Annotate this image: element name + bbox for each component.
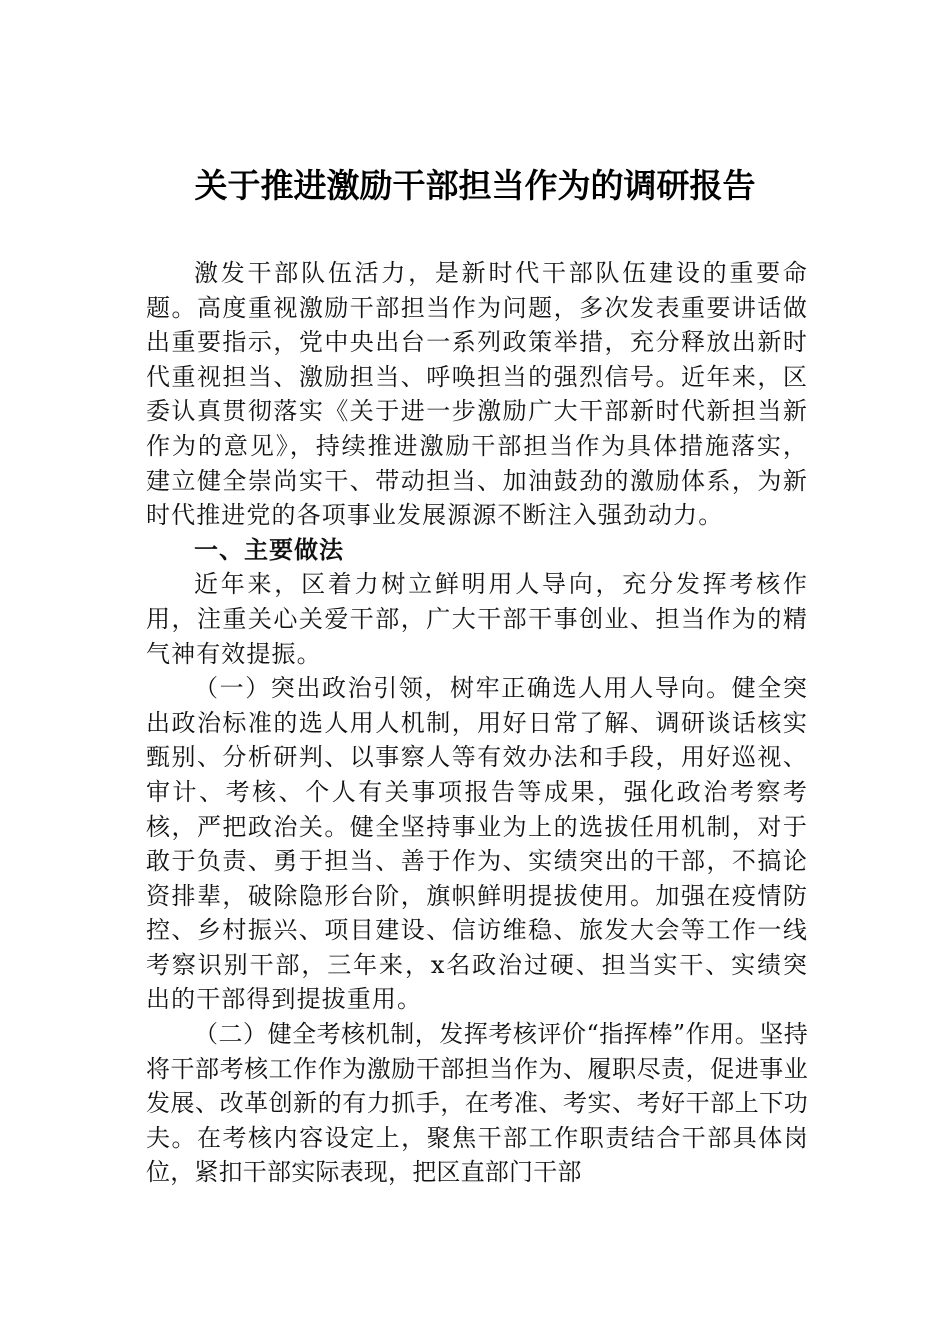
document-body	[146, 256, 808, 1190]
subsection-1-paragraph: （一）突出政治引领，树牢正确选人用人导向。健全突出政治标准的选人用人机制，用好日常了解、调研谈话核实甄别、分析研判、以事察人等有效办法和手段，用好巡视、审计、考核、个人有关事项报告等成果，强化政治考察考核，严把政治关。健全坚持事业为上的选拔任用机制，对于敢于负责、勇于担当、善于作为、实绩突出的干部，不搞论资排辈，破除隐形台阶，旗帜鲜明提拔使用。加强在疫情防控、乡村振兴、项目建设、信访维稳、旅发大会等工作一线考察识别干部，三年来，x名政治过硬、担当实干、实绩突出的干部得到提拔重用。	[146, 674, 808, 1014]
section-intro-paragraph: 近年来，区着力树立鲜明用人导向，充分发挥考核作用，注重关心关爱干部，广大干部干事创业、担当作为的精气神有效提振。	[146, 570, 808, 668]
section-heading-main-practices: 一、主要做法	[194, 535, 344, 564]
intro-paragraph: 激发干部队伍活力，是新时代干部队伍建设的重要命题。高度重视激励干部担当作为问题，多次发表重要讲话做出重要指示，党中央出台一系列政策举措，充分释放出新时代重视担当、激励担当、呼唤担当的强烈信号。近年来，区委认真贯彻落实《关于进一步激励广大干部新时代新担当新作为的意见》，持续推进激励干部担当作为具体措施落实，建立健全崇尚实干、带动担当、加油鼓劲的激励体系，为新时代推进党的各项事业发展源源不断注入强劲动力。	[146, 259, 808, 530]
subsection-2-paragraph: （二）健全考核机制，发挥考核评价“指挥棒”作用。坚持将干部考核工作作为激励干部担当作为、履职尽责，促进事业发展、改革创新的有力抓手，在考准、考实、考好干部上下功夫。在考核内容设定上，聚焦干部工作职责结合干部具体岗位，紧扣干部实际表现，把区直部门干部	[146, 1020, 808, 1187]
document-title: 关于推进激励干部担当作为的调研报告	[194, 166, 756, 205]
